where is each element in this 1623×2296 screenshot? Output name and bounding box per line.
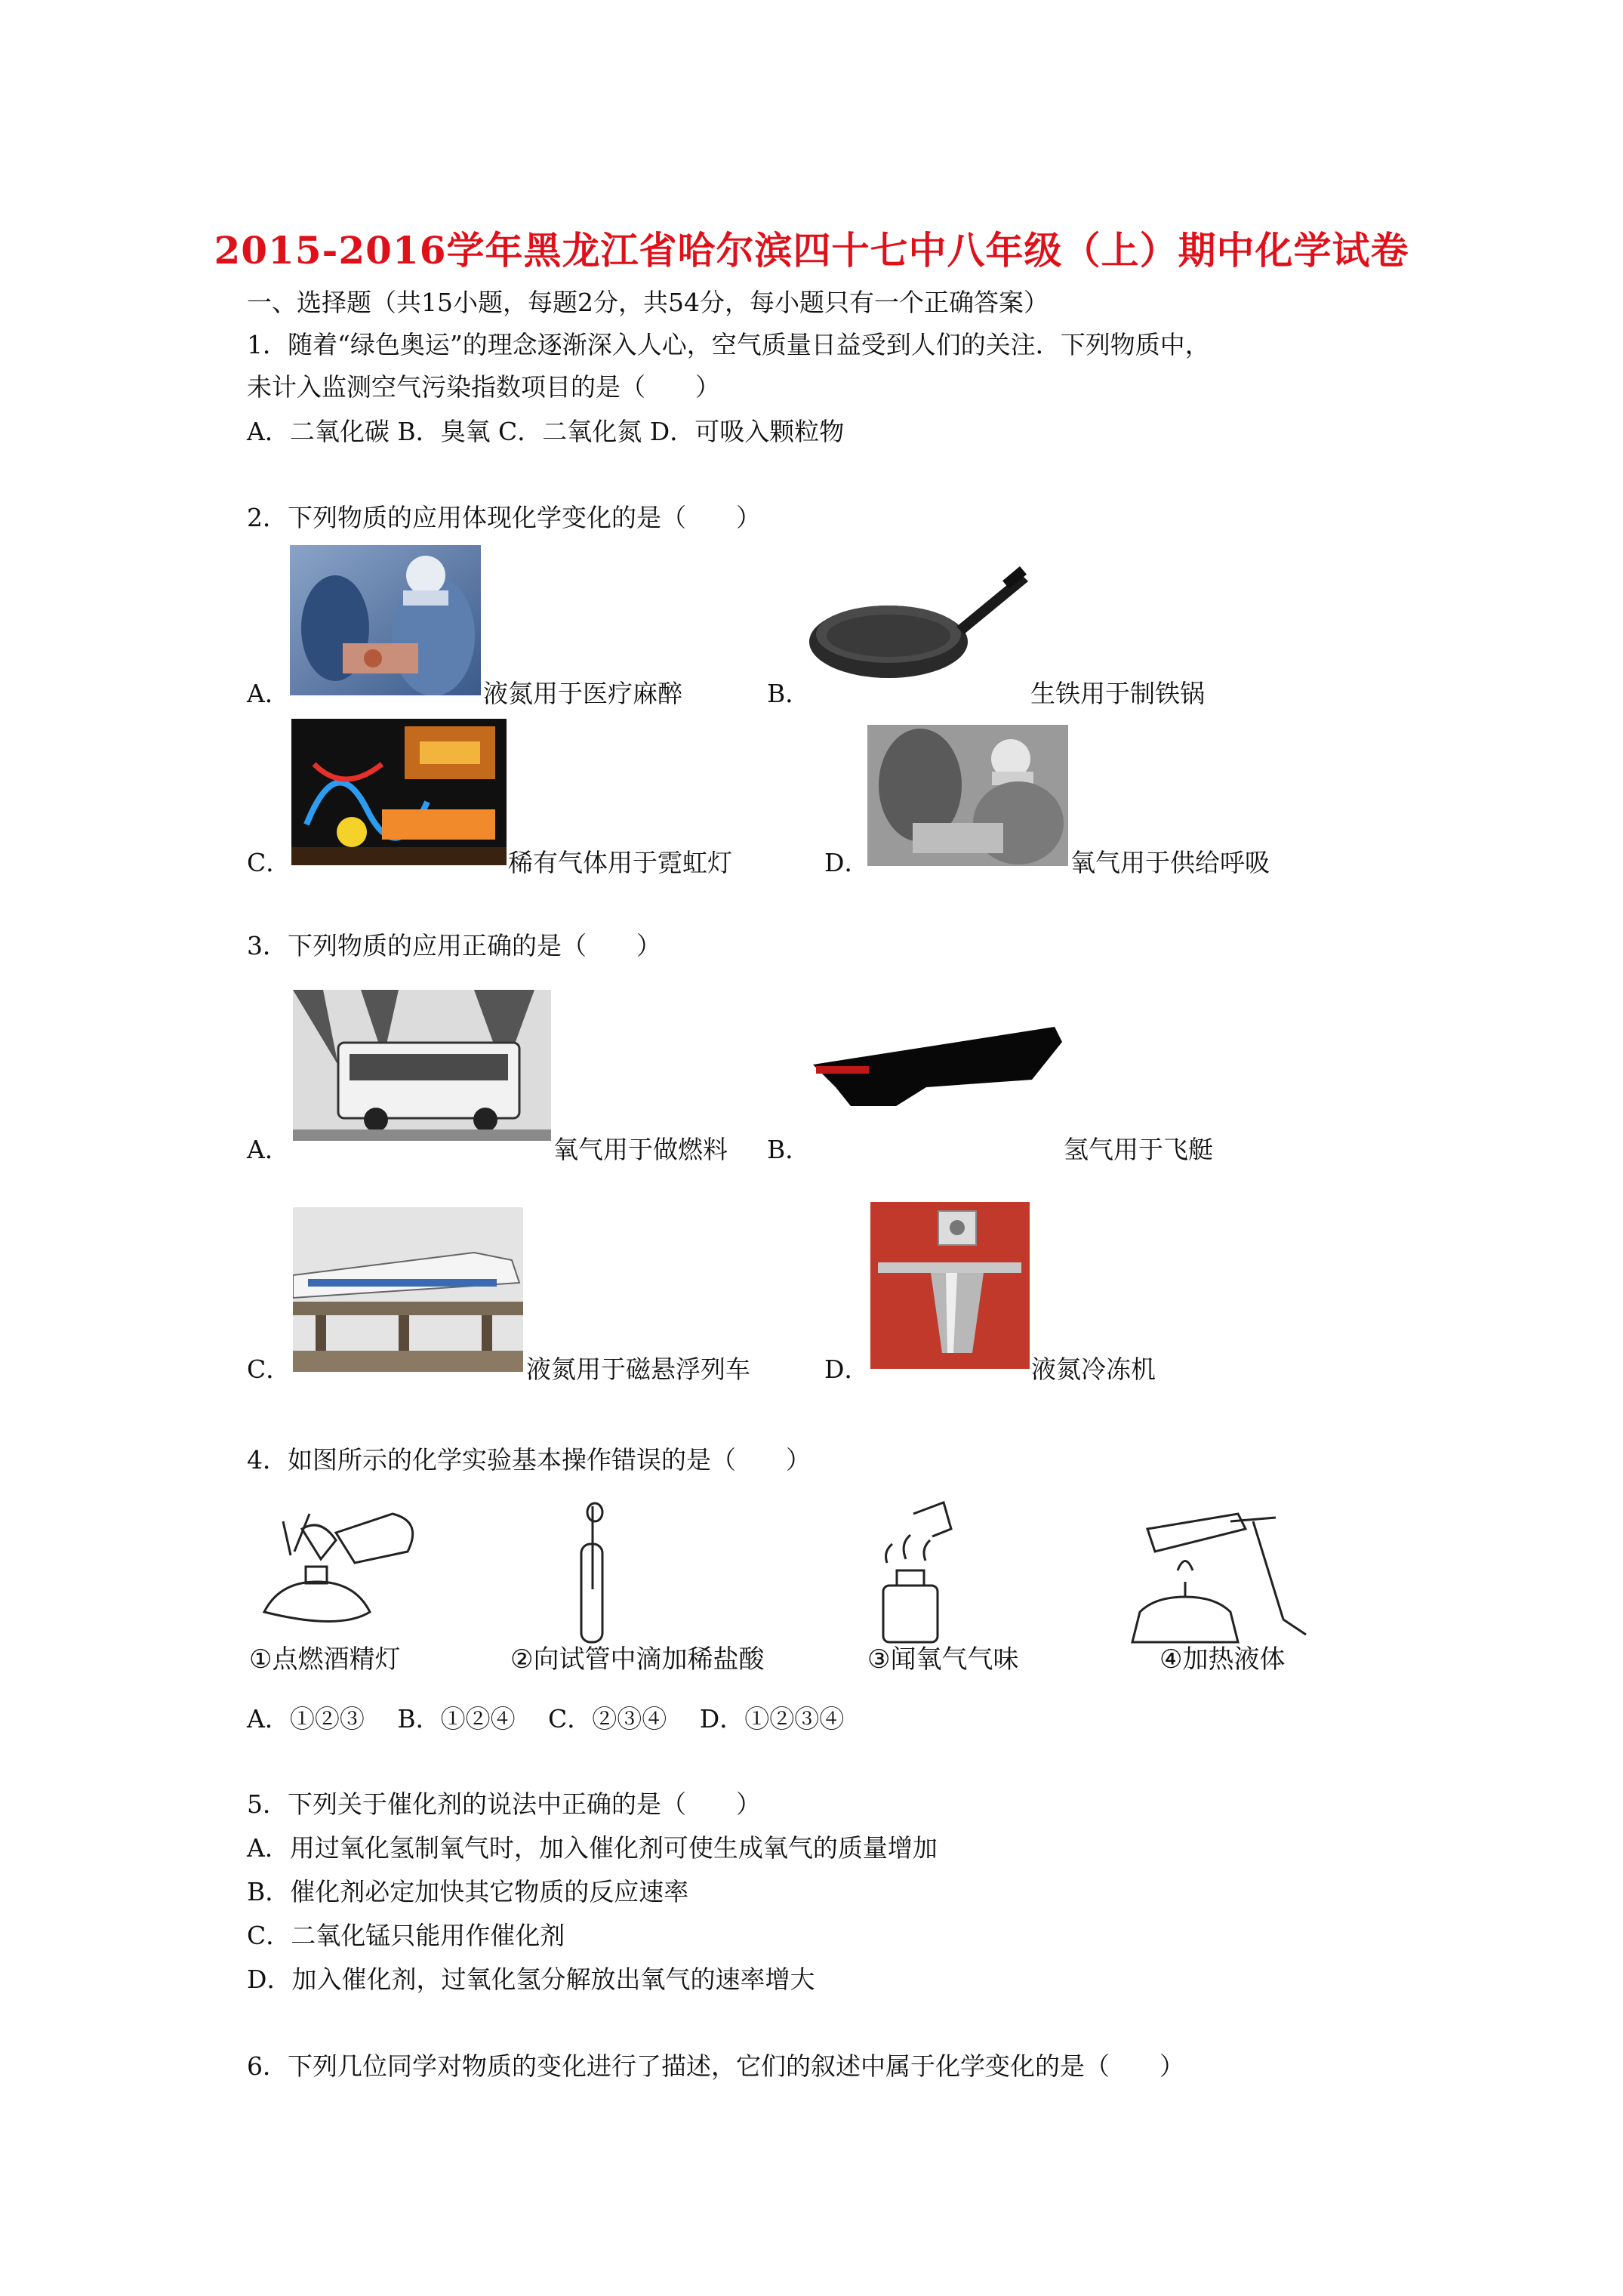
- q2-c-neon-image: [291, 719, 507, 865]
- q3-c-text: 液氮用于磁悬浮列车: [526, 1354, 750, 1384]
- q3-c-maglev-image: [293, 1207, 523, 1372]
- q3-a-bus-image: [293, 990, 551, 1141]
- q3-d-letter: D．: [824, 1354, 870, 1384]
- q2-b-wok-image: [805, 559, 1032, 695]
- page-title: 2015-2016学年黑龙江省哈尔滨四十七中八年级（上）期中化学试卷: [214, 228, 1409, 273]
- q4-operations-figure: [249, 1499, 1351, 1650]
- q1-stem-line2: 未计入监测空气污染指数项目的是（ ）: [247, 372, 720, 402]
- q4-label-4: ④加热液体: [1160, 1644, 1286, 1675]
- q5-option-c: C．二氧化锰只能用作催化剂: [247, 1921, 565, 1950]
- q2-b-letter: B．: [767, 679, 811, 708]
- q3-c-letter: C．: [247, 1354, 291, 1384]
- section-heading: 一、选择题（共15小题，每题2分，共54分，每小题只有一个正确答案）: [247, 288, 1049, 317]
- q1-stem-line1: 1．随着“绿色奥运”的理念逐渐深入人心，空气质量日益受到人们的关注．下列物质中，: [247, 330, 1210, 359]
- q1-options: A．二氧化碳 B．臭氧 C．二氧化氮 D．可吸入颗粒物: [247, 417, 845, 446]
- q3-d-text: 液氮冷冻机: [1031, 1354, 1156, 1384]
- q2-b-text: 生铁用于制铁锅: [1030, 679, 1205, 708]
- q4-label-3: ③闻氧气气味: [867, 1644, 1019, 1675]
- q2-d-breathing-image: [867, 725, 1068, 866]
- q5-stem: 5．下列关于催化剂的说法中正确的是（ ）: [247, 1789, 761, 1819]
- q3-b-airship-image: [805, 1012, 1067, 1110]
- q2-stem: 2．下列物质的应用体现化学变化的是（ ）: [247, 503, 761, 532]
- q4-stem: 4．如图所示的化学实验基本操作错误的是（ ）: [247, 1445, 811, 1475]
- q2-a-surgery-image: [290, 545, 481, 695]
- q5-option-a: A．用过氧化氢制氧气时，加入催化剂可使生成氧气的质量增加: [247, 1833, 938, 1863]
- q2-c-letter: C．: [247, 848, 291, 877]
- q2-d-letter: D．: [824, 848, 870, 877]
- q3-a-letter: A．: [247, 1135, 290, 1164]
- q3-b-text: 氢气用于飞艇: [1064, 1135, 1213, 1164]
- q5-option-d: D．加入催化剂，过氧化氢分解放出氧气的速率增大: [247, 1965, 815, 1994]
- q2-a-text: 液氮用于医疗麻醉: [483, 679, 682, 708]
- q5-option-b: B．催化剂必定加快其它物质的反应速率: [247, 1877, 689, 1906]
- q2-c-text: 稀有气体用于霓虹灯: [508, 848, 732, 877]
- q6-stem: 6．下列几位同学对物质的变化进行了描述，它们的叙述中属于化学变化的是（ ）: [247, 2051, 1184, 2081]
- q4-label-2: ②向试管中滴加稀盐酸: [510, 1644, 765, 1675]
- q4-label-1: ①点燃酒精灯: [249, 1644, 401, 1675]
- q3-stem: 3．下列物质的应用正确的是（ ）: [247, 931, 661, 960]
- q2-d-text: 氧气用于供给呼吸: [1070, 848, 1270, 877]
- q2-a-letter: A．: [247, 679, 290, 708]
- q4-options: A．①②③ B．①②④ C．②③④ D．①②③④: [247, 1704, 845, 1734]
- q3-a-text: 氧气用于做燃料: [553, 1135, 728, 1164]
- q3-d-freezer-image: [870, 1202, 1030, 1369]
- q3-b-letter: B．: [767, 1135, 811, 1164]
